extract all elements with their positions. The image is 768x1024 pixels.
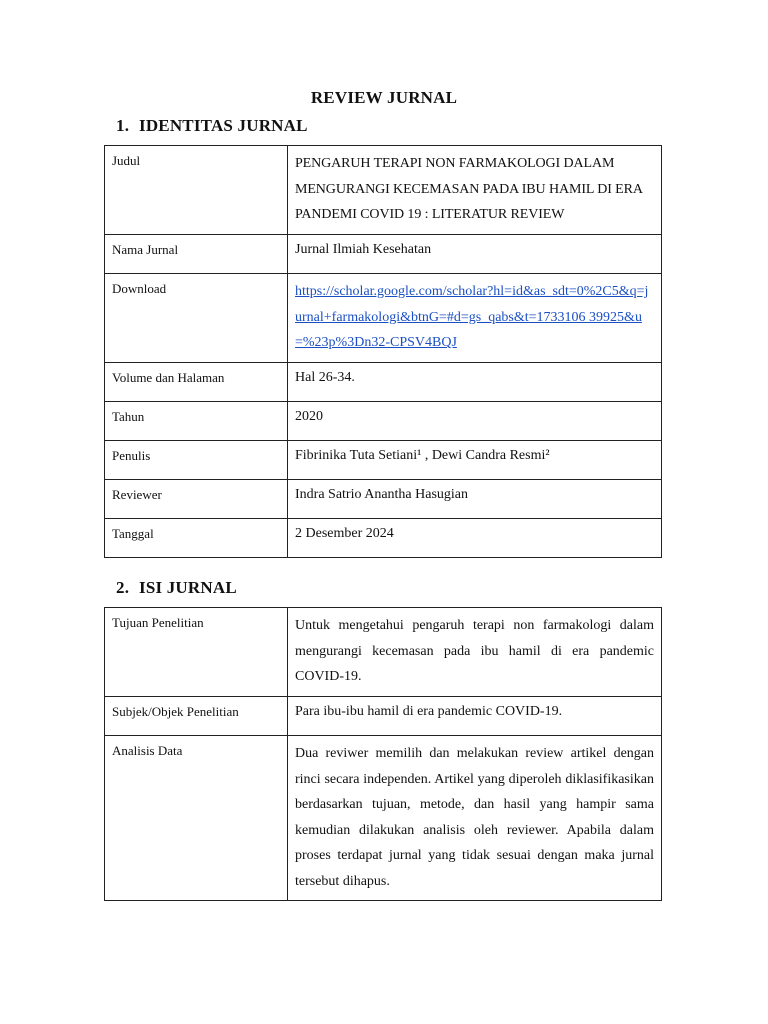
- table-row-judul: [105, 146, 662, 235]
- section-heading-text: IDENTITAS JURNAL: [139, 116, 308, 135]
- table-row-tanggal: [105, 519, 662, 558]
- row-value-subjek-objek: Para ibu-ibu hamil di era pandemic COVID-19.: [288, 697, 662, 736]
- row-label: Analisis Data: [105, 736, 288, 901]
- row-label: Penulis: [105, 441, 288, 480]
- table-row-penulis: [105, 441, 662, 480]
- table-row-tahun: [105, 402, 662, 441]
- section-number: 1.: [116, 116, 130, 135]
- row-value-penulis: Fibrinika Tuta Setiani¹ , Dewi Candra Resmi²: [288, 441, 662, 480]
- section-heading-isi-jurnal: [116, 578, 237, 598]
- table-row-subjek-objek: [105, 697, 662, 736]
- isi-jurnal-table: [104, 607, 662, 901]
- section-heading-identitas-jurnal: [116, 116, 308, 136]
- row-value-analisis-data: Dua reviwer memilih dan melakukan review artikel dengan rinci secara independen. Artikel yang diperoleh diklasifikasikan berdasarkan tujuan, metode, dan hasil yang hampir sama kemudian dilakukan analisis oleh reviewer. Apabila dalam proses terdapat jurnal yang tidak sesuai dengan maka jurnal tersebut dihapus.: [288, 736, 662, 901]
- table-row-nama-jurnal: [105, 235, 662, 274]
- identitas-jurnal-table: [104, 145, 662, 558]
- row-label: Reviewer: [105, 480, 288, 519]
- row-label: Download: [105, 274, 288, 363]
- download-link[interactable]: https://scholar.google.com/scholar?hl=id&as_sdt=0%2C5&q=jurnal+farmakologi&btnG=#d=gs_qabs&t=1733106 39925&u=%23p%3Dn32-CPSV4BQJ: [295, 284, 649, 350]
- row-value-tahun: 2020: [288, 402, 662, 441]
- row-value-judul: PENGARUH TERAPI NON FARMAKOLOGI DALAM MENGURANGI KECEMASAN PADA IBU HAMIL DI ERA PANDEMI COVID 19 : LITERATUR REVIEW: [288, 146, 662, 235]
- table-row-download: [105, 274, 662, 363]
- section-number: 2.: [116, 578, 130, 597]
- table-row-reviewer: [105, 480, 662, 519]
- table-row-analisis-data: [105, 736, 662, 901]
- row-label: Tanggal: [105, 519, 288, 558]
- row-value-reviewer: Indra Satrio Anantha Hasugian: [288, 480, 662, 519]
- row-label: Volume dan Halaman: [105, 363, 288, 402]
- row-label: Judul: [105, 146, 288, 235]
- row-value-download: [288, 274, 662, 363]
- table-row-volume-halaman: [105, 363, 662, 402]
- row-label: Subjek/Objek Penelitian: [105, 697, 288, 736]
- row-label: Tahun: [105, 402, 288, 441]
- row-value-tanggal: 2 Desember 2024: [288, 519, 662, 558]
- row-label: Tujuan Penelitian: [105, 608, 288, 697]
- row-label: Nama Jurnal: [105, 235, 288, 274]
- table-row-tujuan-penelitian: [105, 608, 662, 697]
- row-value-nama-jurnal: Jurnal Ilmiah Kesehatan: [288, 235, 662, 274]
- document-title: REVIEW JURNAL: [310, 88, 458, 107]
- row-value-volume-halaman: Hal 26-34.: [288, 363, 662, 402]
- row-value-tujuan-penelitian: Untuk mengetahui pengaruh terapi non farmakologi dalam mengurangi kecemasan pada ibu hamil di era pandemic COVID-19.: [288, 608, 662, 697]
- section-heading-text: ISI JURNAL: [139, 578, 237, 597]
